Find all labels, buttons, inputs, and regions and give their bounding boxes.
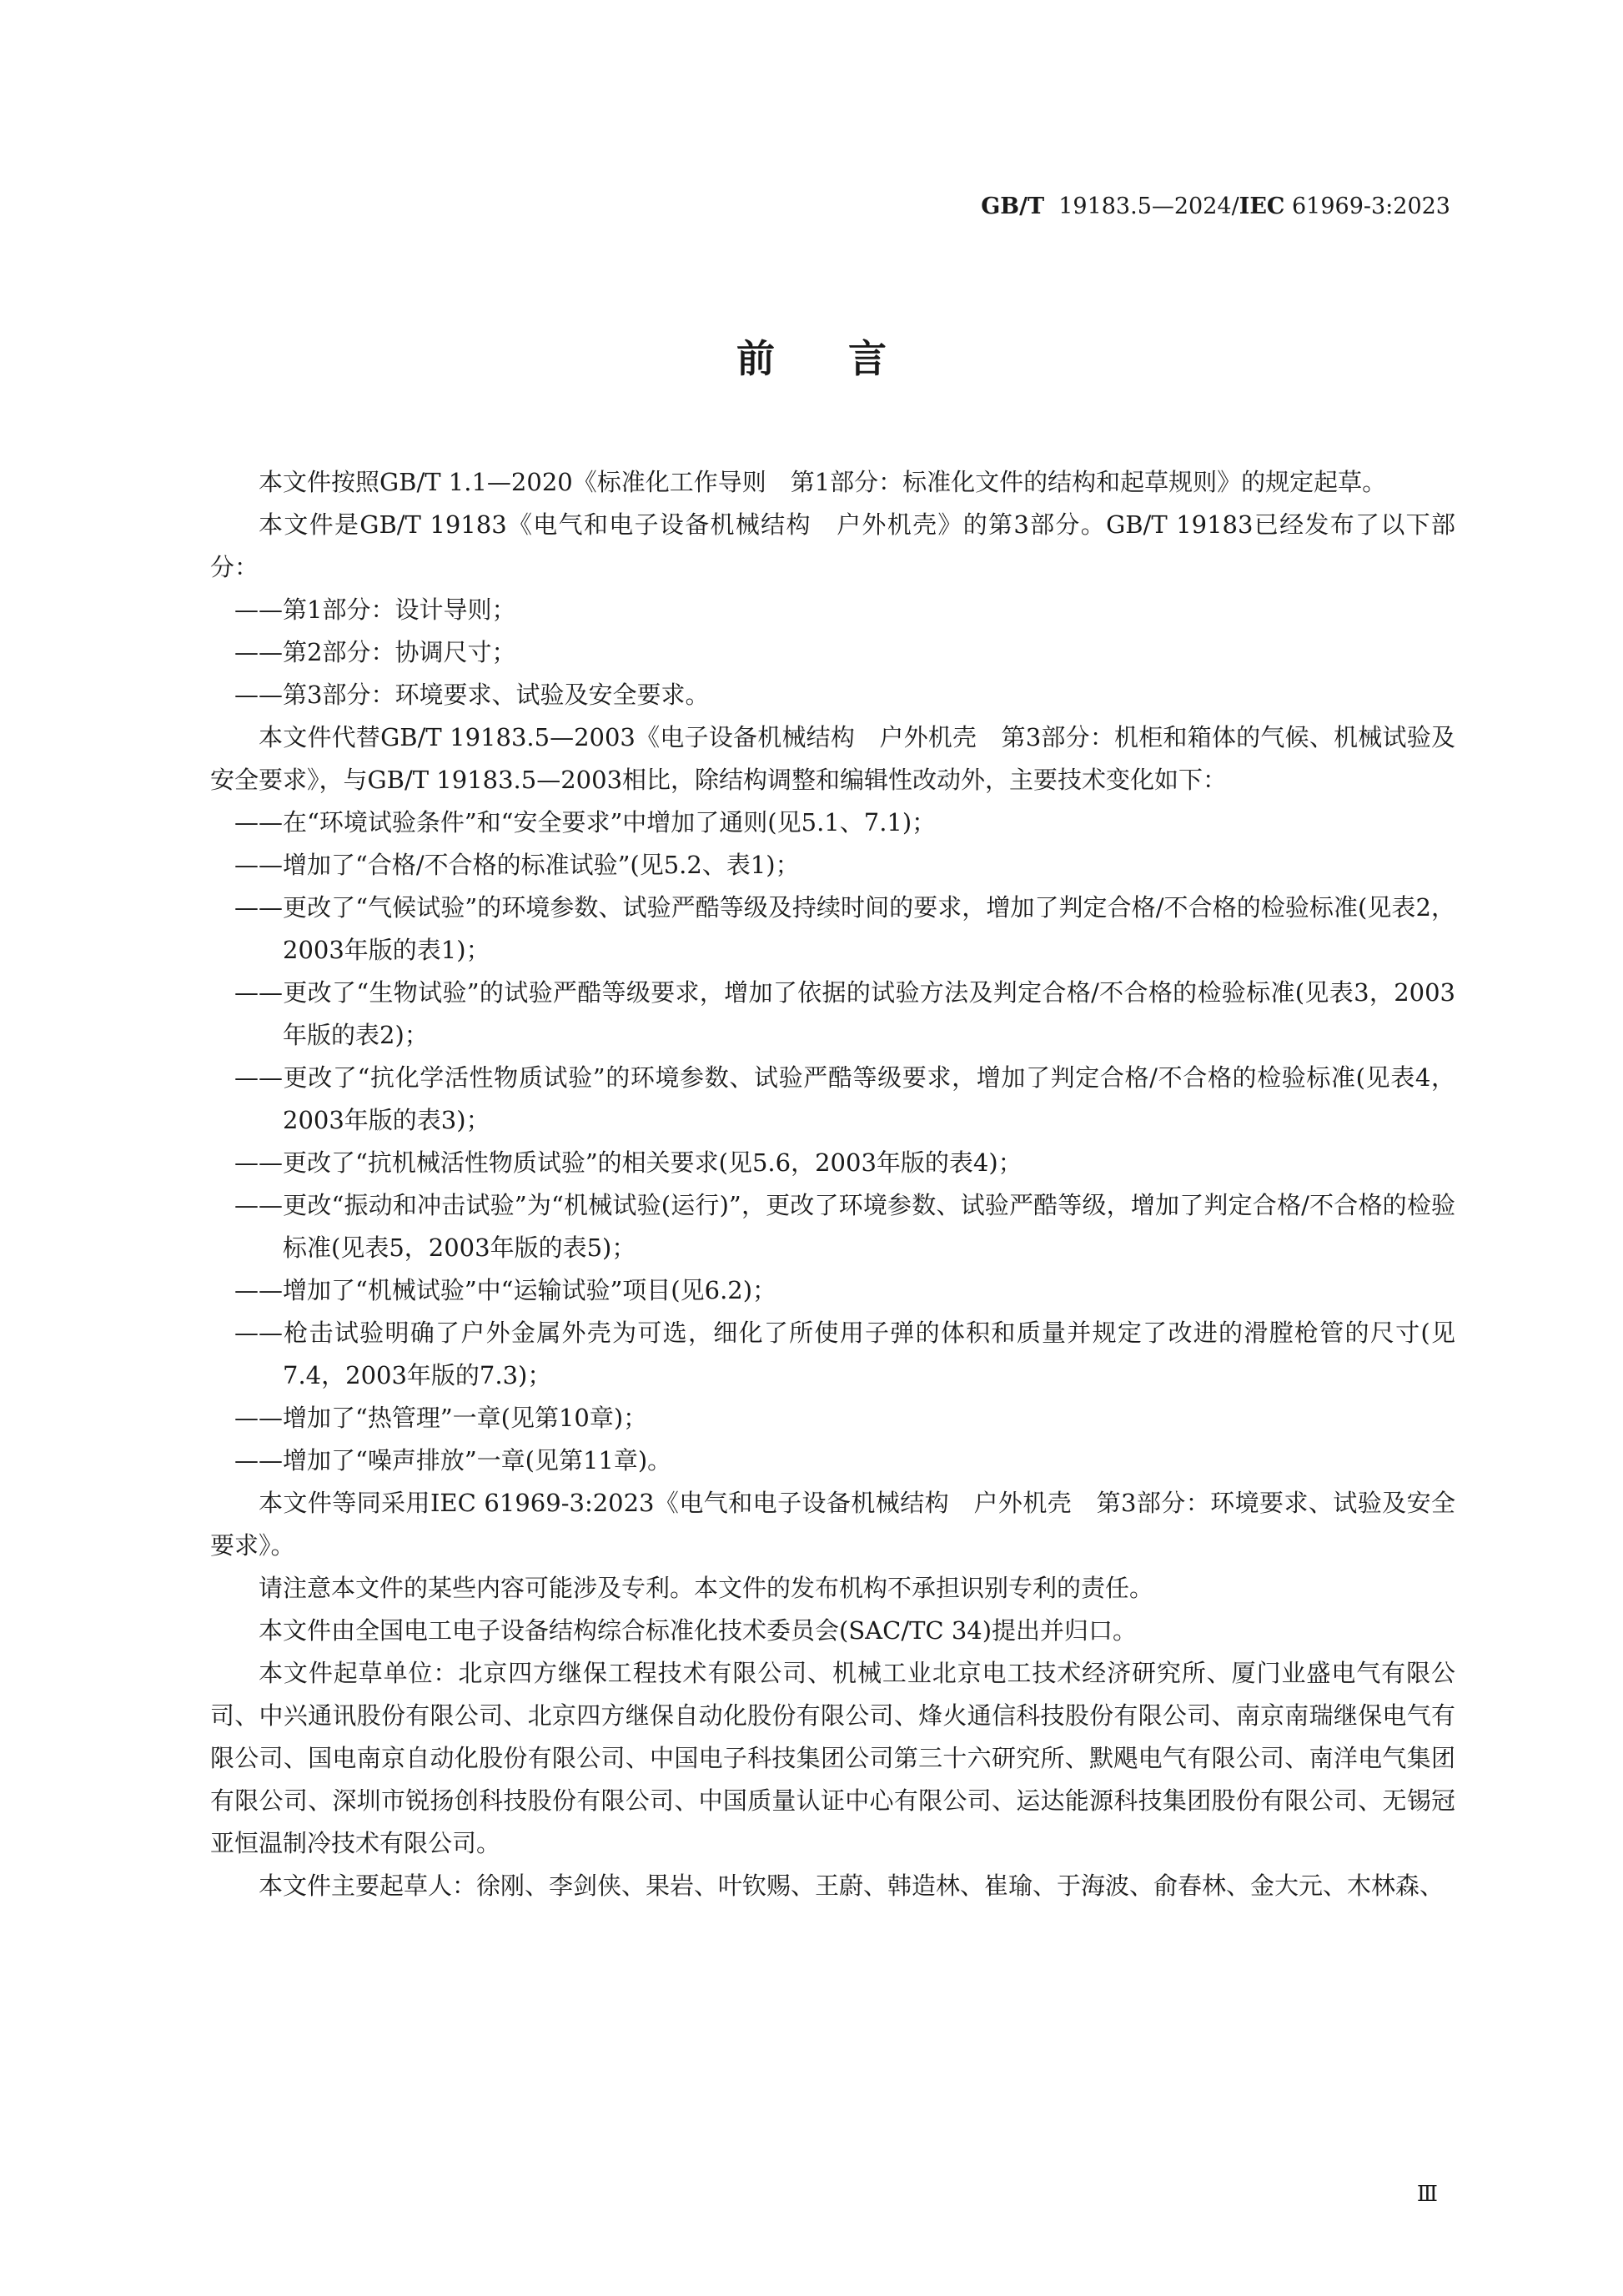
- list-item: ——第2部分：协调尺寸；: [234, 638, 516, 666]
- paragraph: 本文件代替GB/T 19183.5—2003《电子设备机械结构 户外机壳 第3部分：机柜和箱体的气候、机械试验及安全要求》，与GB/T 19183.5—2003相比，除结构调整和编辑性改动外，主要技术变化如下：: [210, 723, 1455, 794]
- paragraph: 本文件起草单位：北京四方继保工程技术有限公司、机械工业北京电工技术经济研究所、厦门业盛电气有限公司、中兴通讯股份有限公司、北京四方继保自动化股份有限公司、烽火通信科技股份有限公司、南京南瑞继保电气有限公司、国电南京自动化股份有限公司、中国电子科技集团公司第三十六研究所、默飓电气有限公司、南洋电气集团有限公司、深圳市锐扬创科技股份有限公司、中国质量认证中心有限公司、运达能源科技集团股份有限公司、无锡冠亚恒温制冷技术有限公司。: [210, 1659, 1455, 1857]
- page-title: 前言: [736, 336, 960, 381]
- header-prefix: GB/T: [981, 193, 1045, 219]
- paragraph: 本文件按照GB/T 1.1—2020《标准化工作导则 第1部分：标准化文件的结构和起草规则》的规定起草。: [259, 468, 1387, 496]
- list-item: ——枪击试验明确了户外金属外壳为可选，细化了所使用子弹的体积和质量并规定了改进的滑膛枪管的尺寸(见7.4，2003年版的7.3)；: [234, 1319, 1455, 1389]
- list-item: ——更改“振动和冲击试验”为“机械试验(运行)”，更改了环境参数、试验严酷等级，增加了判定合格/不合格的检验标准(见表5，2003年版的表5)；: [234, 1191, 1456, 1262]
- paragraph: 本文件等同采用IEC 61969-3:2023《电气和电子设备机械结构 户外机壳 第3部分：环境要求、试验及安全要求》。: [210, 1489, 1455, 1560]
- list-item: ——增加了“合格/不合格的标准试验”(见5.2、表1)；: [234, 851, 800, 879]
- list-item: ——第3部分：环境要求、试验及安全要求。: [234, 681, 710, 709]
- paragraph: 本文件主要起草人：徐刚、李剑侠、果岩、叶钦赐、王蔚、韩造林、崔瑜、于海波、俞春林、金大元、木林森、: [259, 1871, 1445, 1900]
- paragraph: 本文件由全国电工电子设备结构综合标准化技术委员会(SAC/TC 34)提出并归口。: [259, 1616, 1138, 1645]
- paragraph: 请注意本文件的某些内容可能涉及专利。本文件的发布机构不承担识别专利的责任。: [259, 1574, 1154, 1602]
- list-item: ——更改了“抗机械活性物质试验”的相关要求(见5.6，2003年版的表4)；: [234, 1148, 1023, 1177]
- list-item: ——第1部分：设计导则；: [234, 595, 516, 624]
- list-item: ——增加了“噪声排放”一章(见第11章)。: [234, 1446, 672, 1475]
- list-item: ——更改了“气候试验”的环境参数、试验严酷等级及持续时间的要求，增加了判定合格/不合格的检验标准(见表2，2003年版的表1)；: [234, 893, 1455, 964]
- list-item: ——在“环境试验条件”和“安全要求”中增加了通则(见5.1、7.1)；: [234, 808, 937, 837]
- header-code: 19183.5—2024/: [1058, 193, 1239, 219]
- document-body: [210, 461, 1455, 1907]
- standard-number-header: [981, 192, 1450, 222]
- list-item: ——增加了“热管理”一章(见第10章)；: [234, 1404, 648, 1432]
- list-item: ——更改了“生物试验”的试验严酷等级要求，增加了依据的试验方法及判定合格/不合格的检验标准(见表3，2003年版的表2)；: [234, 978, 1455, 1049]
- paragraph: 本文件是GB/T 19183《电气和电子设备机械结构 户外机壳》的第3部分。GB/T 19183已经发布了以下部分：: [210, 510, 1455, 581]
- header-iec-code: 61969-3:2023: [1291, 193, 1450, 219]
- page-number: Ⅲ: [1416, 2182, 1438, 2207]
- header-iec: IEC: [1239, 193, 1285, 219]
- list-item: ——更改了“抗化学活性物质试验”的环境参数、试验严酷等级要求，增加了判定合格/不合格的检验标准(见表4，2003年版的表3)；: [234, 1063, 1455, 1134]
- list-item: ——增加了“机械试验”中“运输试验”项目(见6.2)；: [234, 1276, 777, 1304]
